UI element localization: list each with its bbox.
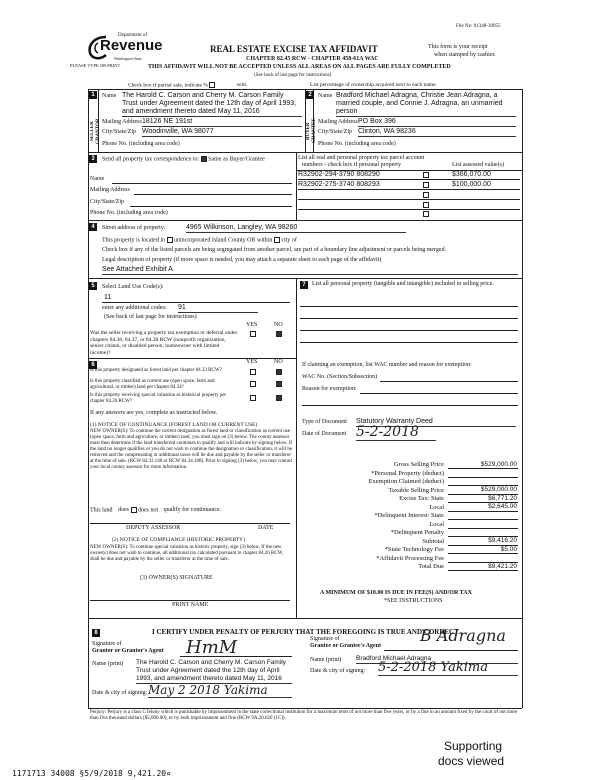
same-as-label: Same as Buyer/Grantee: [208, 156, 265, 163]
buyer-city: Clinton, WA 98236: [358, 128, 516, 137]
tax-row-line: [448, 519, 518, 520]
tax-row-label: Local: [429, 520, 444, 528]
tax-row-label: Exemption Claimed (deduct): [368, 478, 444, 485]
grantor-sig-label-1: Signature of: [92, 641, 122, 647]
segregated-text: Check box if any of the listed parcels are being segregated from another parcel, are part of a boundary line adjustment or parcels being merged.: [102, 247, 447, 253]
current-use-question: Is this property classified as current use (open space, farm and agricultural, or timber) land per chapter 84.34?: [90, 379, 215, 390]
grantor-sig-label-2: Grantor or Grantor's Agent: [92, 648, 164, 654]
tax-row-label: *Delinquent Penalty: [390, 529, 444, 536]
buyer-name-1: Bradford Michael Adragna, Christie Jean Adragna, a: [336, 92, 498, 99]
owner-signature-label: (3) OWNER(S) SIGNATURE: [140, 575, 213, 581]
dor-logo: [86, 31, 163, 65]
section-2-number: 2: [306, 91, 314, 99]
receipt-line-1: This form is your receipt: [428, 44, 488, 50]
continuance-text: NEW OWNER(S): To continue the current designation as forest land or classification as current use (open space, farm and agriculture, or timber) land, you must sign on (3) below. The county assessor must then determine if the land transferred continues to qualify and will indicate by signing below. If the land no longer qualifies or you do not wish to continue the designation or classification, it will be removed and the compensating or additional taxes will be due and payable by the seller or transferor at the time of sale. (RCW 84.33.140 or RCW 84.34.108). Prior to signing (3) below, you may contact your local county assessor for more information.: [90, 429, 293, 470]
grantee-date-city: 5-2-2018 Yakima: [378, 660, 518, 676]
seller-grantor-label: SELLER GRANTOR: [90, 118, 101, 144]
tax-row-value: $9,416.20: [488, 537, 517, 544]
street-label: Street address of property:: [102, 225, 166, 231]
parcel-number: R32902-275-3740 808293: [298, 181, 380, 188]
grantee-date-label: Date & city of signing:: [310, 668, 366, 674]
grantor-name-label: Name (print): [92, 661, 124, 667]
s5-no-checkbox[interactable]: [276, 331, 282, 337]
s6-yes: YES: [246, 359, 258, 365]
grantee-sig-label-1: Signature of: [310, 636, 340, 642]
partial-sale-checkbox[interactable]: [209, 82, 215, 88]
q3-no-checkbox[interactable]: [276, 395, 282, 401]
perjury-statement: Perjury: Perjury is a class C felony which is punishable by imprisonment in the state correctional institution for a maximum term of not more than five years, or by a fine in an amount fixed by the court of not more than five thousand dollars ($5,000.00), or by both imprisonment and fine (RCW 9A.20.020 (1C)).: [90, 710, 518, 721]
s3-name: Name: [90, 176, 105, 182]
additional-codes: 91: [178, 304, 258, 313]
tax-row-label: Total Due: [418, 563, 444, 570]
s6-no: NO: [274, 359, 283, 365]
tax-row-line: [448, 477, 518, 478]
s3-mail: Mailing Address: [90, 187, 130, 193]
seller-name-2: Trust under Agreement dated the 12th day of April 1993,: [122, 100, 297, 107]
historic-title: (2) NOTICE OF COMPLIANCE (HISTORIC PROPERTY): [112, 537, 245, 543]
s1-phone-label: Phone No. (including area code): [102, 141, 180, 147]
this-land-text: This land: [90, 507, 113, 514]
supporting-docs-2: docs viewed: [438, 754, 505, 768]
grantor-print-3: 1993, and amendment thereto dated May 11, 2016: [136, 675, 292, 684]
parcel-list-header-2: numbers - check box if personal property: [302, 162, 401, 168]
assessed-value: $100,000.00: [452, 181, 491, 188]
does-text: does: [118, 507, 129, 514]
logo-dept: Department of: [118, 33, 148, 38]
tax-row-label: *Affidavit Processing Fee: [376, 554, 444, 562]
cashier-stamp: 1171713 34008 §5/9/2018 9,421.20¤: [12, 769, 171, 778]
s3-phone: Phone No. (including area code): [90, 210, 168, 216]
form-title: REAL ESTATE EXCISE TAX AFFIDAVIT: [210, 44, 378, 54]
parcel-personal-checkbox[interactable]: [423, 172, 429, 178]
parcel-personal-checkbox[interactable]: [423, 192, 429, 198]
doc-type-label: Type of Document: [302, 419, 347, 425]
section-5-number: 5: [89, 282, 97, 290]
section-7-number: 7: [300, 281, 308, 289]
form-subtitle: CHAPTER 82.45 RCW - CHAPTER 458-61A WAC: [246, 56, 379, 62]
tax-row-label: Taxable Selling Price: [388, 486, 444, 494]
legal-label: Legal description of property (if more space is needed, you may attach a separate sheet to each page of the affidavit): [102, 257, 382, 263]
tax-row-line: [448, 468, 518, 469]
tax-row-line: [448, 528, 518, 529]
grantor-date-label: Date & city of signing:: [92, 690, 148, 696]
continuance-title: (1) NOTICE OF CONTINUANCE (FOREST LAND OR CURRENT USE): [90, 422, 258, 428]
segregated-line: [102, 247, 446, 254]
section-1-number: 1: [89, 91, 97, 99]
s1-city-label: City/State/Zip: [102, 129, 136, 135]
seller-mail: 18126 NE 191st: [142, 118, 302, 127]
does-checkbox[interactable]: [131, 507, 137, 513]
buyer-name-3: person: [336, 108, 516, 117]
print-name-label: PRINT NAME: [172, 602, 209, 608]
seller-name-1: The Harold C. Carson and Cherry M. Carson Family: [122, 92, 284, 99]
s3-city: City/State/Zip: [90, 199, 124, 205]
grantor-print-2: Trust under Agreement dated the 12th day of April: [136, 667, 280, 674]
tax-row-label: *Delinquent Interest: State: [374, 512, 444, 519]
uninc-text: unincorporated Island County OR within: [174, 237, 273, 244]
tax-row-value: $5.00: [500, 545, 517, 553]
tax-row-label: Subtotal: [422, 537, 444, 545]
tax-row-value: $2,645.00: [488, 503, 517, 510]
s2-name-label: Name: [318, 93, 333, 99]
personal-property-label: List all personal property (tangible and intangible) included in selling price.: [312, 281, 494, 287]
parcel-personal-checkbox[interactable]: [423, 182, 429, 188]
additional-codes-label: enter any additional codes:: [102, 305, 167, 311]
grantor-print-1: The Harold C. Carson and Cherry M. Carson Family: [136, 659, 286, 666]
section-6-number: 6: [89, 361, 97, 369]
section-3-number: 3: [89, 155, 97, 163]
located-line: [102, 237, 297, 244]
parcel-personal-checkbox[interactable]: [423, 211, 429, 217]
grantee-print: Bradford Michael Adragna: [356, 655, 518, 664]
land-use-label: Select Land Use Code(s):: [102, 284, 164, 290]
grantor-signature: HmM: [186, 637, 238, 658]
grantee-sig-label-2: Grantee or Grantee's Agent: [310, 643, 382, 649]
same-as-buyer-checkbox[interactable]: [201, 156, 207, 162]
assessed-header: List assessed value(s): [452, 162, 504, 168]
s5-yes: YES: [246, 322, 258, 328]
certify-statement: I CERTIFY UNDER PENALTY OF PERJURY THAT THE FOREGOING IS TRUE AND CORRECT.: [152, 628, 461, 636]
s5-no: NO: [274, 322, 283, 328]
doc-date-label: Date of Document: [302, 431, 347, 437]
if-yes-text: If any answers are yes, complete as instructed below.: [90, 410, 218, 416]
grantor-date-city: May 2 2018 Yakima: [148, 683, 292, 698]
street-address: 4965 Wilkinson, Langley, WA 98260: [186, 224, 406, 233]
q2-yes-checkbox[interactable]: [250, 381, 256, 387]
s2-city-label: City/State/Zip: [318, 129, 352, 135]
see-instructions: *SEE INSTRUCTIONS: [384, 598, 443, 604]
tax-row-label: *State Technology Fee: [384, 546, 444, 553]
q1-no-checkbox[interactable]: [276, 369, 282, 375]
seller-city: Woodinville, WA 98077: [142, 128, 302, 137]
forest-land-question: Is this property designated as forest land per chapter 84.33 RCW?: [90, 368, 222, 373]
partial-sale-text: Check box if partial sale, indicate %: [128, 82, 208, 89]
grantee-signature: B Adragna: [420, 626, 506, 645]
send-correspondence: [102, 156, 265, 163]
s1-name-label: Name: [102, 93, 117, 99]
reason-label: Reason for exemption:: [302, 386, 357, 392]
does-not-text: does not: [138, 507, 159, 514]
land-use-code: 11: [104, 294, 112, 301]
form-warning: THIS AFFIDAVIT WILL NOT BE ACCEPTED UNLESS ALL AREAS ON ALL PAGES ARE FULLY COMPLETED: [148, 64, 451, 70]
s1-mail-label: Mailing Address: [102, 119, 142, 125]
legal-description: See Attached Exhibit A: [102, 266, 518, 275]
doc-date: 5-2-2018: [356, 424, 436, 441]
tax-row-value: $6,771.20: [488, 494, 517, 502]
s5-see-back: (See back of last page for instructions): [104, 314, 197, 320]
this-land-line: [90, 507, 221, 514]
s2-mail-label: Mailing Address: [318, 119, 358, 125]
section-4-number: 4: [89, 223, 97, 231]
deputy-date-label: DATE: [258, 525, 274, 531]
buyer-grantee-label: BUYER GRANTEE: [306, 118, 317, 144]
receipt-line-2: when stamped by cashier.: [434, 52, 496, 58]
assessed-value: $366,070.00: [452, 171, 491, 178]
grantee-name-label: Name (print): [310, 657, 342, 663]
please-type: PLEASE TYPE OR PRINT: [70, 63, 121, 68]
tax-row-label: Gross Selling Price: [393, 461, 444, 468]
q1-yes-checkbox[interactable]: [250, 369, 256, 375]
claim-exemption-label: If claiming an exemption, list WAC number and reason for exemption:: [302, 362, 472, 368]
exemption-question: Was the seller receiving a property tax exemption or deferral under chapters 84.36, 84.37, or 84.38 RCW (nonprofit organization, senior citizen, or disabled person, homeowner with limited income)?: [90, 330, 238, 356]
unincorporated-checkbox[interactable]: [167, 237, 173, 243]
doc-type: Statutory Warranty Deed: [356, 418, 516, 427]
parcel-personal-checkbox[interactable]: [423, 202, 429, 208]
historical-question: Is this property receiving special valuation as historical property per chapter 84.26 RCW?: [90, 393, 227, 404]
send-label: Send all property tax correspondence to:: [102, 156, 200, 163]
tax-row-label: Local: [429, 503, 444, 511]
city-of-text: city of: [281, 237, 297, 244]
seller-name-3: and amendment thereto dated May 11, 2016: [122, 108, 302, 117]
tax-row-value: $529,000.00: [480, 460, 517, 468]
tax-row-line: [448, 553, 518, 554]
deputy-assessor-label: DEPUTY ASSESSOR: [126, 525, 181, 531]
logo-sub: Washington State: [114, 56, 142, 61]
tax-row-value: $529,000.00: [480, 486, 517, 493]
minimum-due: A MINIMUM OF $10.00 IS DUE IN FEE(S) AND/OR TAX: [320, 590, 472, 596]
partial-sale-sold: sold.: [236, 82, 248, 89]
s2-phone-label: Phone No. (including area code): [318, 141, 396, 147]
tax-row-value: $9,421.20: [488, 562, 517, 570]
buyer-name-2: married couple, and Connie J. Adragna, an unmarried: [336, 100, 503, 107]
list-percentage: List percentage of ownership acquired next to each name.: [310, 82, 437, 88]
q3-yes-checkbox[interactable]: [250, 395, 256, 401]
q2-no-checkbox[interactable]: [276, 381, 282, 387]
supporting-docs-1: Supporting: [444, 739, 503, 753]
wac-number-label: WAC No. (Section/Subsection): [302, 374, 378, 380]
qualify-text: qualify for continuance.: [163, 507, 222, 514]
tax-row-label: *Personal Property (deduct): [371, 469, 444, 477]
s5-yes-checkbox[interactable]: [250, 331, 256, 337]
city-of-checkbox[interactable]: [274, 237, 280, 243]
see-back: (See back of last page for instructions): [254, 73, 332, 78]
tax-row-label: Excise Tax: State: [399, 495, 444, 502]
historic-text: NEW OWNER(S): To continue special valuation as historic property, sign (3) below. If the new owner(s) does not wish to continue, all additional tax calculated pursuant to chapter 84.26 RCW, shall be due and payable by the seller or transferor at the time of sale.: [90, 545, 284, 562]
file-number: File No: 01348-39955: [456, 24, 501, 29]
buyer-mail: PO Box 396: [358, 118, 516, 127]
tax-row-line: [448, 570, 518, 571]
parcel-number: R32902-294-3790 808290: [298, 171, 380, 178]
logo-word: Revenue: [100, 37, 163, 54]
section-8-number: 8: [92, 629, 100, 637]
tax-row-line: [448, 511, 518, 512]
located-text: This property is located in: [102, 237, 165, 244]
parcel-list-header-1: List all real and personal property tax parcel account: [298, 155, 425, 161]
